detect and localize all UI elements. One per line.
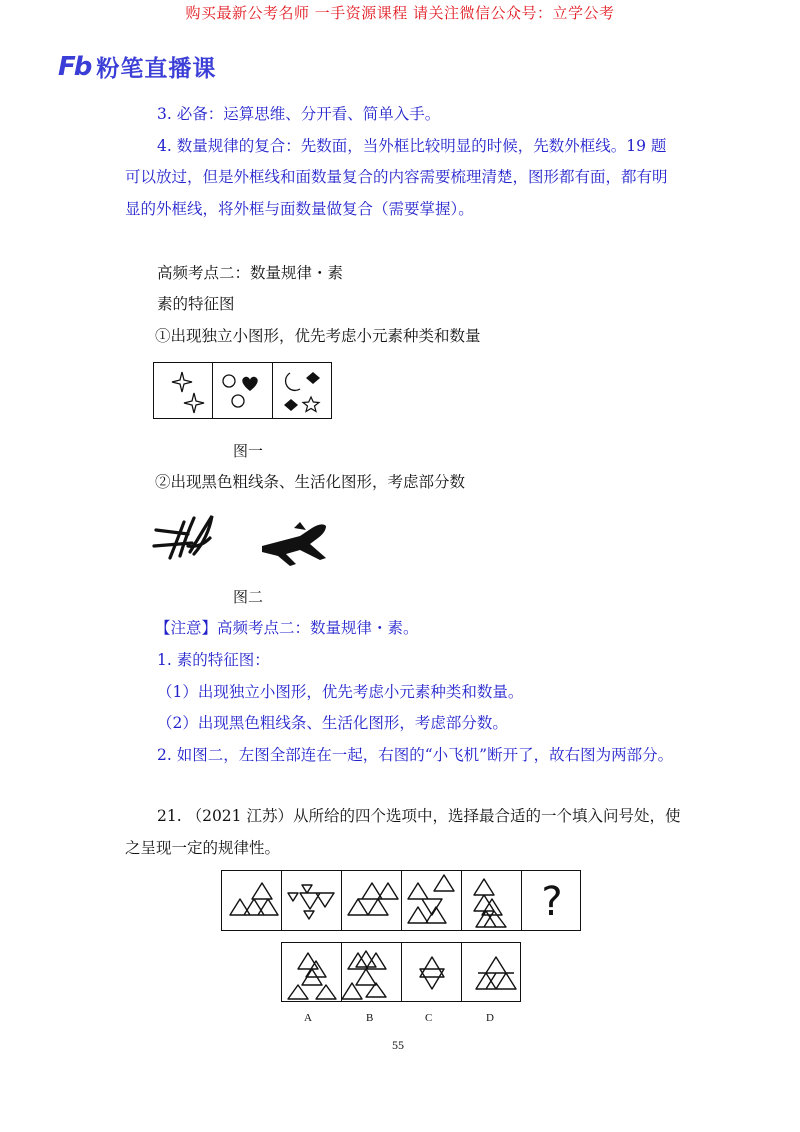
- logo: [58, 50, 216, 83]
- option-label-c[interactable]: C: [425, 1012, 433, 1024]
- note-line-2: （1）出现独立小图形，优先考虑小元素种类和数量。: [157, 683, 524, 701]
- circle-icon: [223, 375, 235, 387]
- logo-text: 粉笔直播课: [96, 56, 217, 82]
- note-line-3: 3. 必备：运算思维、分开看、简单入手。: [157, 105, 441, 123]
- circle-icon: [232, 395, 244, 407]
- figure-1-caption: 图一: [233, 442, 264, 460]
- section-item-2: ②出现黑色粗线条、生活化图形，考虑部分数: [155, 473, 466, 491]
- plant-sketch: [154, 516, 212, 558]
- note-line-4: 4. 数量规律的复合：先数面，当外框比较明显的时候，先数外框线。19 题: [157, 137, 667, 155]
- figure-1: [153, 362, 332, 419]
- question-sequence: [221, 870, 581, 931]
- star-icon: [303, 397, 319, 412]
- triangle-icon: [408, 875, 454, 923]
- note-line-1: 1. 素的特征图：: [157, 651, 270, 669]
- note-title: 【注意】高频考点二：数量规律・素。: [155, 619, 419, 637]
- question-text: 21. （2021 江苏）从所给的四个选项中，选择最合适的一个填入问号处，使: [157, 807, 681, 825]
- option-a-shape: [288, 953, 336, 999]
- section-item-1: ①出现独立小图形，优先考虑小元素种类和数量: [155, 327, 481, 345]
- question-mark: ?: [541, 878, 563, 925]
- option-d-shape: [476, 957, 516, 989]
- page-number: 55: [392, 1038, 404, 1052]
- diamond-icon: [306, 372, 320, 384]
- option-c-shape: [420, 957, 444, 989]
- header-banner: 购买最新公考名师 一手资源课程 请关注微信公众号：立学公考: [185, 4, 615, 22]
- moon-icon: [286, 373, 300, 390]
- figure-1-shapes: [154, 363, 333, 420]
- note-line-4-end: 显的外框线，将外框与面数量做复合（需要掌握）。: [125, 200, 474, 218]
- star-icon: [184, 393, 204, 413]
- logo-mark: Fb: [58, 51, 91, 82]
- option-label-a[interactable]: A: [304, 1012, 312, 1024]
- note-line-4-cont: 可以放过，但是外框线和面数量复合的内容需要梳理清楚，图形都有面，都有明: [125, 168, 668, 186]
- note-line-4b: 2. 如图二，左图全部连在一起，右图的“小飞机”断开了，故右图为两部分。: [157, 746, 674, 764]
- triangle-icon: [348, 883, 398, 915]
- section-title: 高频考点二：数量规律・素: [157, 264, 344, 282]
- question-text-cont: 之呈现一定的规律性。: [125, 839, 281, 857]
- option-b-shape: [342, 951, 386, 999]
- option-label-d[interactable]: D: [486, 1012, 494, 1024]
- note-line-3b: （2）出现黑色粗线条、生活化图形，考虑部分数。: [157, 714, 508, 732]
- triangle-icon: [288, 885, 334, 919]
- figure-2: [150, 508, 340, 570]
- triangle-icon: [474, 879, 506, 927]
- figure-2-caption: 图二: [233, 588, 264, 606]
- option-label-b[interactable]: B: [366, 1012, 374, 1024]
- options-row: [281, 942, 521, 1002]
- heart-icon: [242, 377, 257, 391]
- diamond-icon: [284, 399, 298, 411]
- section-subtitle: 素的特征图: [157, 295, 235, 313]
- triangle-icon: [230, 883, 278, 915]
- airplane-icon: [262, 522, 326, 566]
- option-shapes: [282, 943, 522, 1003]
- star-icon: [172, 372, 192, 392]
